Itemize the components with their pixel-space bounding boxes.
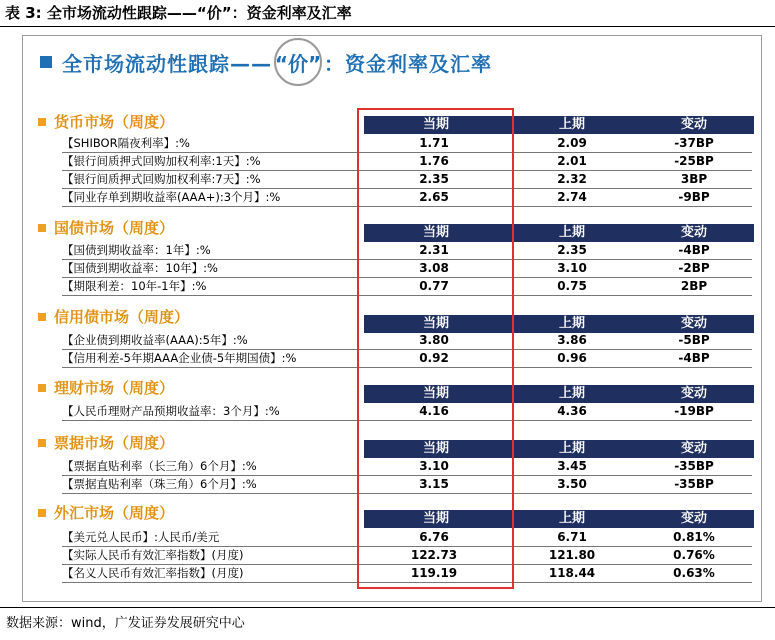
header-previous: 上期 — [558, 316, 585, 331]
value-change: -4BP — [678, 243, 710, 257]
section-title-text: 国债市场（周度） — [54, 219, 175, 237]
row-label: 【国债到期收益率：10年】:% — [62, 261, 218, 275]
value-current: 3.15 — [419, 477, 449, 491]
value-change: -37BP — [674, 136, 714, 150]
header-current: 当期 — [422, 316, 449, 331]
value-previous: 2.35 — [557, 243, 587, 257]
value-previous: 2.09 — [557, 136, 587, 150]
value-change: 0.76% — [673, 548, 715, 562]
section-title-text: 外汇市场（周度） — [54, 504, 175, 522]
header-previous: 上期 — [558, 386, 585, 401]
value-previous: 3.45 — [557, 459, 587, 473]
orange-square-icon — [38, 118, 46, 126]
section-title-text: 货币市场（周度） — [54, 113, 175, 131]
value-previous: 118.44 — [548, 566, 596, 580]
row-label: 【期限利差：10年-1年】:% — [62, 279, 207, 293]
header-previous: 上期 — [558, 225, 585, 240]
orange-square-icon — [38, 509, 46, 517]
panel-title-right: ：资金利率及汇率 — [324, 51, 492, 76]
header-current: 当期 — [422, 511, 449, 526]
value-previous: 2.74 — [557, 190, 587, 204]
panel-title-left: 全市场流动性跟踪—— — [62, 51, 272, 76]
value-change: -35BP — [674, 477, 714, 491]
row-label: 【企业债到期收益率(AAA):5年】:% — [62, 333, 248, 347]
value-current: 4.16 — [419, 404, 449, 418]
panel-title — [40, 40, 492, 84]
source-note: 数据来源：wind，广发证券发展研究中心 — [6, 616, 245, 631]
value-previous: 3.86 — [557, 333, 587, 347]
row-label: 【票据直贴利率（珠三角）6个月】:% — [62, 477, 257, 491]
header-previous: 上期 — [558, 117, 585, 132]
section-title — [38, 217, 174, 238]
value-previous: 3.50 — [557, 477, 587, 491]
value-previous: 2.32 — [557, 172, 587, 186]
row-label: 【银行间质押式回购加权利率:1天】:% — [62, 154, 261, 168]
current-period-highlight — [357, 108, 514, 589]
header-change: 变动 — [680, 386, 707, 401]
row-label: 【实际人民币有效汇率指数】(月度) — [62, 548, 244, 562]
section-title-text: 票据市场（周度） — [54, 434, 175, 452]
header-change: 变动 — [680, 511, 707, 526]
value-change: -9BP — [678, 190, 710, 204]
value-change: -35BP — [674, 459, 714, 473]
value-current: 2.31 — [419, 243, 449, 257]
blue-square-icon — [40, 56, 52, 68]
orange-square-icon — [38, 313, 46, 321]
header-change: 变动 — [680, 225, 707, 240]
row-label: 【同业存单到期收益率(AAA+):3个月】:% — [62, 190, 281, 204]
value-current: 3.10 — [419, 459, 449, 473]
header-change: 变动 — [680, 441, 707, 456]
value-current: 2.35 — [419, 172, 449, 186]
header-change: 变动 — [680, 316, 707, 331]
value-current: 0.92 — [419, 351, 449, 365]
row-label: 【银行间质押式回购加权利率:7天】:% — [62, 172, 261, 186]
value-change: -2BP — [678, 261, 710, 275]
bottom-divider — [0, 607, 775, 608]
value-current: 1.76 — [419, 154, 449, 168]
header-previous: 上期 — [558, 441, 585, 456]
row-label: 【国债到期收益率：1年】:% — [62, 243, 211, 257]
value-change: 0.81% — [673, 530, 715, 544]
value-previous: 0.75 — [557, 279, 587, 293]
section-title — [38, 306, 189, 327]
row-label: 【信用利差-5年期AAA企业债-5年期国债】:% — [62, 351, 297, 365]
value-current: 3.80 — [419, 333, 449, 347]
section-title — [38, 111, 174, 132]
value-previous: 0.96 — [557, 351, 587, 365]
value-current: 2.65 — [419, 190, 449, 204]
orange-square-icon — [38, 224, 46, 232]
row-label: 【票据直贴利率（长三角）6个月】:% — [62, 459, 257, 473]
value-change: 0.63% — [673, 566, 715, 580]
value-previous: 3.10 — [557, 261, 587, 275]
value-change: 3BP — [680, 172, 708, 186]
value-previous: 2.01 — [557, 154, 587, 168]
value-current: 0.77 — [419, 279, 449, 293]
value-previous: 6.71 — [557, 530, 587, 544]
value-change: -25BP — [674, 154, 714, 168]
header-change: 变动 — [680, 117, 707, 132]
header-current: 当期 — [422, 225, 449, 240]
value-previous: 4.36 — [557, 404, 587, 418]
row-label: 【美元兑人民币】:人民币/美元 — [62, 530, 220, 544]
value-change: -5BP — [678, 333, 710, 347]
section-title-text: 理财市场（周度） — [54, 379, 175, 397]
section-title — [38, 432, 174, 453]
value-change: -19BP — [674, 404, 714, 418]
orange-square-icon — [38, 384, 46, 392]
value-current: 6.76 — [419, 530, 449, 544]
value-change: 2BP — [680, 279, 708, 293]
orange-square-icon — [38, 439, 46, 447]
header-current: 当期 — [422, 441, 449, 456]
value-change: -4BP — [678, 351, 710, 365]
value-current: 122.73 — [410, 548, 458, 562]
value-current: 3.08 — [419, 261, 449, 275]
section-title-text: 信用债市场（周度） — [54, 308, 190, 326]
row-label: 【人民币理财产品预期收益率：3个月】:% — [62, 404, 280, 418]
price-circle: “价” — [274, 38, 322, 86]
section-title — [38, 502, 174, 523]
row-label: 【SHIBOR隔夜利率】:% — [62, 136, 190, 150]
table-caption: 表 3: 全市场流动性跟踪——“价”：资金利率及汇率 — [5, 4, 352, 22]
header-current: 当期 — [422, 117, 449, 132]
value-current: 119.19 — [410, 566, 458, 580]
section-title — [38, 377, 174, 398]
header-previous: 上期 — [558, 511, 585, 526]
top-divider — [0, 26, 775, 27]
value-current: 1.71 — [419, 136, 449, 150]
row-label: 【名义人民币有效汇率指数】(月度) — [62, 566, 244, 580]
value-previous: 121.80 — [548, 548, 596, 562]
header-current: 当期 — [422, 386, 449, 401]
